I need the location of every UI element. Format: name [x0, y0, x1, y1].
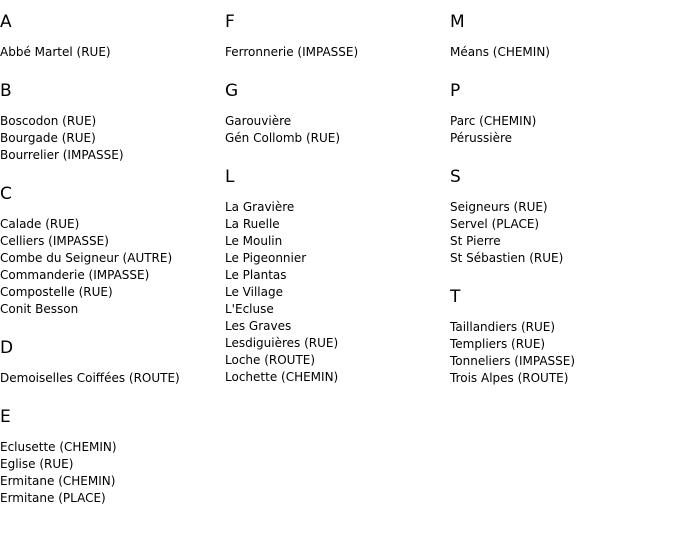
street-list — [0, 216, 220, 318]
street-list — [225, 113, 445, 147]
street-link[interactable]: Loche (ROUTE) — [225, 353, 316, 367]
street-link[interactable]: Demoiselles Coiffées (ROUTE) — [0, 371, 180, 385]
street-link[interactable]: Calade (RUE) — [0, 217, 80, 231]
letter-group — [0, 338, 220, 387]
letter-heading: E — [0, 407, 11, 427]
letter-heading: B — [0, 81, 12, 101]
street-link[interactable]: Pérussière — [450, 131, 513, 145]
letter-group — [450, 81, 670, 147]
street-link[interactable]: Ermitane (PLACE) — [0, 491, 106, 505]
letter-heading: G — [225, 81, 239, 101]
street-link[interactable]: La Gravière — [225, 200, 295, 214]
letter-group — [0, 184, 220, 318]
street-link[interactable]: St Pierre — [450, 234, 501, 248]
letter-heading: P — [450, 81, 461, 101]
street-link[interactable]: Trois Alpes (ROUTE) — [450, 371, 569, 385]
street-link[interactable]: Boscodon (RUE) — [0, 114, 97, 128]
street-link[interactable]: Garouvière — [225, 114, 292, 128]
street-link[interactable]: Le Plantas — [225, 268, 287, 282]
letter-group — [450, 12, 670, 61]
street-link[interactable]: Compostelle (RUE) — [0, 285, 113, 299]
group-spacer — [0, 387, 220, 407]
street-link[interactable]: Méans (CHEMIN) — [450, 45, 550, 59]
street-link[interactable]: Conit Besson — [0, 302, 79, 316]
street-list — [0, 439, 220, 507]
street-link[interactable]: Servel (PLACE) — [450, 217, 540, 231]
street-link[interactable]: Taillandiers (RUE) — [450, 320, 556, 334]
street-link[interactable]: Abbé Martel (RUE) — [0, 45, 111, 59]
street-link[interactable]: Eclusette (CHEMIN) — [0, 440, 117, 454]
letter-group — [450, 287, 670, 387]
letter-heading: L — [225, 167, 235, 187]
street-link[interactable]: Eglise (RUE) — [0, 457, 74, 471]
street-list — [225, 199, 445, 386]
group-spacer — [0, 164, 220, 184]
street-link[interactable]: Tonneliers (IMPASSE) — [450, 354, 576, 368]
street-list — [0, 44, 220, 61]
street-list — [0, 113, 220, 164]
street-link[interactable]: Ermitane (CHEMIN) — [0, 474, 116, 488]
index-column-3 — [450, 12, 670, 387]
street-list — [225, 44, 445, 61]
letter-group — [225, 167, 445, 386]
letter-group — [225, 81, 445, 147]
index-column-2 — [225, 12, 445, 386]
letter-heading: F — [225, 12, 235, 32]
group-spacer — [450, 267, 670, 287]
street-link[interactable]: Lesdiguières (RUE) — [225, 336, 339, 350]
letter-heading: D — [0, 338, 14, 358]
street-link[interactable]: Le Moulin — [225, 234, 283, 248]
group-spacer — [0, 318, 220, 338]
street-list — [450, 44, 670, 61]
street-link[interactable]: Lochette (CHEMIN) — [225, 370, 339, 384]
letter-group — [450, 167, 670, 267]
letter-heading: T — [450, 287, 461, 307]
street-link[interactable]: Combe du Seigneur (AUTRE) — [0, 251, 173, 265]
street-link[interactable]: Le Village — [225, 285, 283, 299]
street-link[interactable]: Gén Collomb (RUE) — [225, 131, 341, 145]
street-link[interactable]: Celliers (IMPASSE) — [0, 234, 109, 248]
street-link[interactable]: Bourrelier (IMPASSE) — [0, 148, 124, 162]
group-spacer — [450, 61, 670, 81]
street-link[interactable]: Commanderie (IMPASSE) — [0, 268, 150, 282]
group-spacer — [0, 61, 220, 81]
street-link[interactable]: Seigneurs (RUE) — [450, 200, 548, 214]
street-link[interactable]: L'Ecluse — [225, 302, 274, 316]
letter-heading: A — [0, 12, 12, 32]
street-link[interactable]: Le Pigeonnier — [225, 251, 307, 265]
group-spacer — [450, 147, 670, 167]
letter-group — [225, 12, 445, 61]
letter-group — [0, 12, 220, 61]
street-list — [450, 199, 670, 267]
letter-heading: M — [450, 12, 465, 32]
street-link[interactable]: Les Graves — [225, 319, 292, 333]
index-column-1 — [0, 12, 220, 507]
street-link[interactable]: Parc (CHEMIN) — [450, 114, 537, 128]
letter-heading: S — [450, 167, 461, 187]
letter-group — [0, 407, 220, 507]
street-link[interactable]: Ferronnerie (IMPASSE) — [225, 45, 359, 59]
letter-heading: C — [0, 184, 12, 204]
group-spacer — [225, 147, 445, 167]
street-link[interactable]: St Sébastien (RUE) — [450, 251, 564, 265]
street-link[interactable]: La Ruelle — [225, 217, 280, 231]
street-list — [450, 113, 670, 147]
letter-group — [0, 81, 220, 164]
street-link[interactable]: Bourgade (RUE) — [0, 131, 96, 145]
street-list — [0, 370, 220, 387]
group-spacer — [225, 61, 445, 81]
street-list — [450, 319, 670, 387]
street-link[interactable]: Templiers (RUE) — [450, 337, 546, 351]
